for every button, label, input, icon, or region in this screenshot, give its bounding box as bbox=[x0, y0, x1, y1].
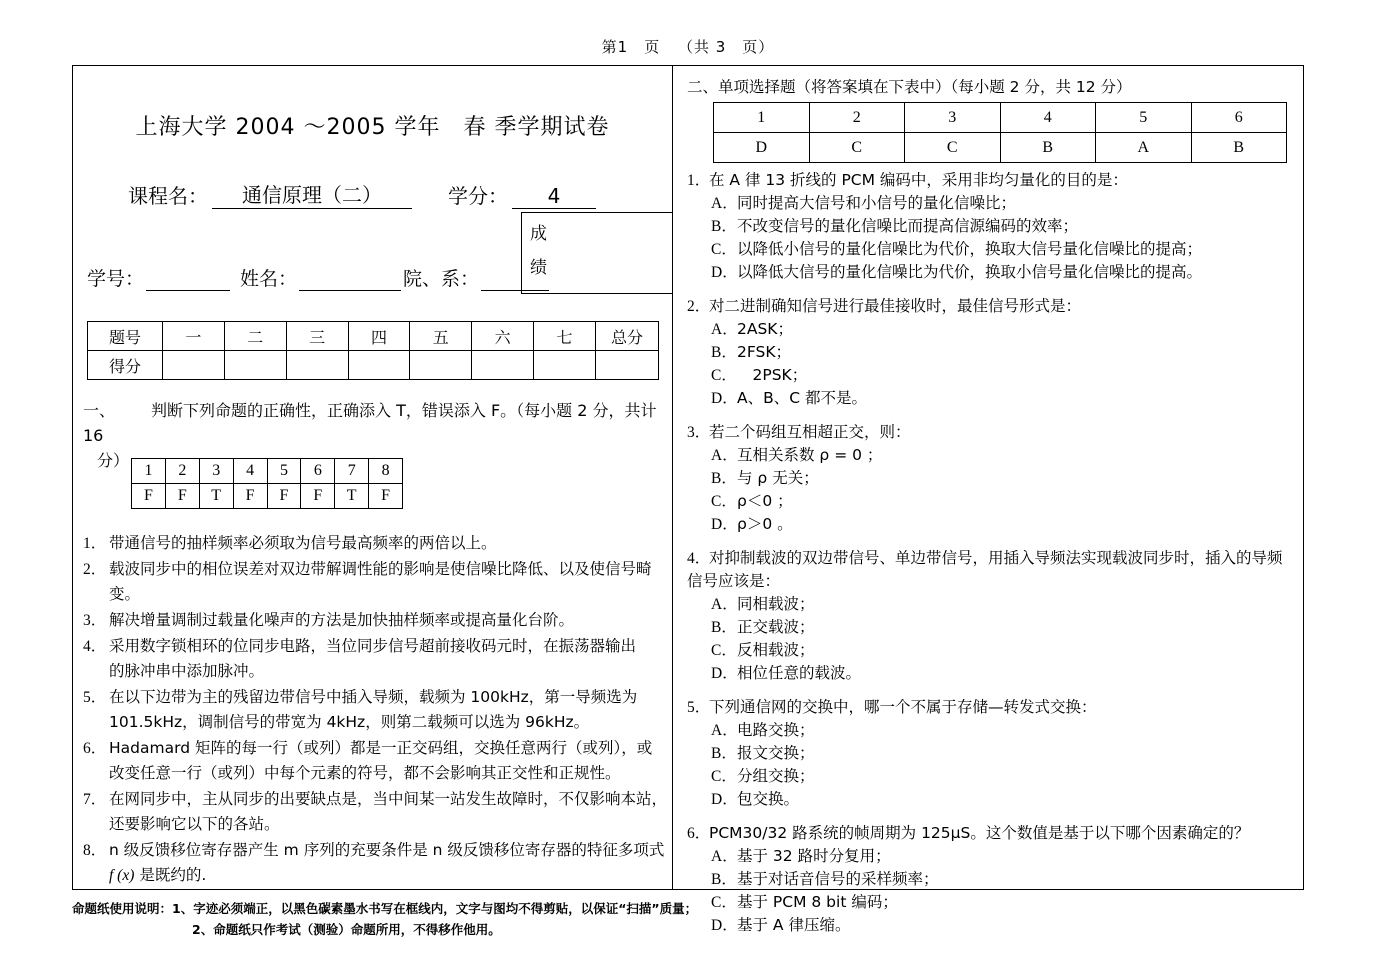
tf-num-8: 8 bbox=[369, 459, 403, 484]
tf-item-number: 4． bbox=[83, 638, 107, 655]
course-info-row bbox=[73, 179, 672, 209]
section-one-text: 判断下列命题的正确性，正确添入 T，错误添入 F。（每小题 2 分，共计 16 bbox=[83, 401, 657, 445]
question-text: 若二个码组互相超正交，则： bbox=[709, 423, 911, 441]
list-item bbox=[83, 634, 668, 684]
mc-answer-3[interactable]: C bbox=[905, 133, 1001, 163]
option-text: 以降低小信号的量化信噪比为代价，换取大信号量化信噪比的提高； bbox=[737, 240, 1203, 258]
mc-num-3: 3 bbox=[905, 103, 1001, 133]
option-label: A． bbox=[711, 722, 738, 739]
question-stem bbox=[687, 169, 1291, 192]
question-option[interactable] bbox=[687, 765, 1291, 788]
question-stem bbox=[687, 547, 1291, 570]
tf-item-formula-line bbox=[109, 863, 668, 888]
mc-num-4: 4 bbox=[1000, 103, 1096, 133]
tf-item-line: 采用数字锁相环的位同步电路，当位同步信号超前接收码元时，在振荡器输出 bbox=[109, 637, 637, 655]
tf-num-1: 1 bbox=[132, 459, 166, 484]
score-box-char-2: 绩 bbox=[530, 258, 547, 278]
score-table-col-6: 六 bbox=[472, 322, 534, 351]
question-block bbox=[687, 295, 1291, 410]
option-label: C． bbox=[711, 768, 737, 785]
tf-item-line-cont: 改变任意一行（或列）中每个元素的符号，都不会影响其正交性和正规性。 bbox=[109, 764, 621, 782]
tf-answer-7[interactable]: T bbox=[335, 484, 369, 509]
question-option[interactable] bbox=[687, 364, 1291, 387]
question-number: 4． bbox=[687, 550, 711, 567]
mc-answer-5[interactable]: A bbox=[1096, 133, 1192, 163]
tf-item-line-cont: 还要影响它以下的各站。 bbox=[109, 815, 280, 833]
dept-label: 院、系： bbox=[403, 268, 480, 290]
table-row-header bbox=[88, 322, 659, 351]
tf-item-text bbox=[109, 685, 668, 735]
tf-item-line: 在网同步中，主从同步的出要缺点是，当中间某一站发生故障时，不仅影响本站， bbox=[109, 790, 668, 808]
question-number: 5． bbox=[687, 699, 711, 716]
option-text: 电路交换； bbox=[737, 721, 815, 739]
option-label: C． bbox=[711, 642, 737, 659]
tf-num-6: 6 bbox=[301, 459, 335, 484]
name-field[interactable] bbox=[299, 290, 401, 291]
question-option[interactable] bbox=[687, 788, 1291, 811]
name-label: 姓名： bbox=[240, 268, 298, 290]
option-label: D． bbox=[711, 665, 738, 682]
question-option[interactable] bbox=[687, 387, 1291, 410]
question-option[interactable] bbox=[687, 467, 1291, 490]
question-block bbox=[687, 696, 1291, 811]
question-option[interactable] bbox=[687, 261, 1291, 284]
question-text: 对二进制确知信号进行最佳接收时，最佳信号形式是： bbox=[709, 297, 1082, 315]
option-text: 分组交换； bbox=[737, 767, 815, 785]
option-label: B． bbox=[711, 871, 737, 888]
question-option[interactable] bbox=[687, 513, 1291, 536]
tf-num-2: 2 bbox=[165, 459, 199, 484]
tf-item-text bbox=[109, 531, 668, 556]
tf-item-line: 在以下边带为主的残留边带信号中插入导频，载频为 100kHz，第一导频选为 bbox=[109, 688, 638, 706]
option-label: B． bbox=[711, 745, 737, 762]
tf-item-line-cont: 变。 bbox=[109, 585, 141, 603]
mc-answer-6[interactable]: B bbox=[1191, 133, 1287, 163]
score-cell-4[interactable] bbox=[348, 351, 410, 380]
table-row bbox=[132, 484, 403, 509]
page-number-label: 第1 页 bbox=[601, 38, 661, 56]
option-text: ρ＞0 。 bbox=[737, 515, 793, 533]
option-text: 以降低大信号的量化信噪比为代价，换取小信号量化信噪比的提高。 bbox=[737, 263, 1203, 281]
option-text: ρ＜0 ； bbox=[737, 492, 793, 510]
tf-item-text bbox=[109, 736, 668, 786]
tf-num-3: 3 bbox=[199, 459, 233, 484]
tf-item-line: Hadamard 矩阵的每一行（或列）都是一正交码组，交换任意两行（或列），或 bbox=[109, 739, 653, 757]
question-text: 对抑制载波的双边带信号、单边带信号，用插入导频法实现载波同步时，插入的导频 bbox=[709, 549, 1283, 567]
tf-item-text bbox=[109, 787, 668, 837]
question-block bbox=[687, 169, 1291, 284]
option-label: D． bbox=[711, 264, 738, 281]
table-row bbox=[714, 133, 1287, 163]
option-label: D． bbox=[711, 390, 738, 407]
mc-num-2: 2 bbox=[809, 103, 905, 133]
score-table-row-label-1: 题号 bbox=[88, 322, 163, 351]
question-number: 3． bbox=[687, 424, 711, 441]
option-text: 基于对话音信号的采样频率； bbox=[737, 870, 939, 888]
section-two-heading: 二、单项选择题（将答案填在下表中）（每小题 2 分，共 12 分） bbox=[687, 78, 1132, 96]
question-stem bbox=[687, 822, 1291, 845]
question-number: 2． bbox=[687, 298, 711, 315]
option-label: A． bbox=[711, 195, 738, 212]
score-cell-3[interactable] bbox=[286, 351, 348, 380]
question-option[interactable] bbox=[687, 662, 1291, 685]
tf-answer-3[interactable]: T bbox=[199, 484, 233, 509]
table-row-header bbox=[132, 459, 403, 484]
tf-item-number: 8． bbox=[83, 842, 107, 859]
course-label: 课程名： bbox=[128, 184, 208, 208]
score-table-total-header: 总分 bbox=[596, 322, 659, 351]
question-option[interactable] bbox=[687, 742, 1291, 765]
true-false-answer-table bbox=[131, 458, 403, 509]
footer-line-1: 命题纸使用说明：1、字迹必须端正，以黑色碳素墨水书写在框线内，文字与图均不得剪贴，以保证“扫描”质量； bbox=[72, 901, 698, 916]
score-table-row-label-2: 得分 bbox=[88, 351, 163, 380]
tf-item-line: n 级反馈移位寄存器产生 m 序列的充要条件是 n 级反馈移位寄存器的特征多项式 bbox=[109, 841, 665, 859]
question-block bbox=[687, 421, 1291, 536]
page-total-label: （共 3 页） bbox=[678, 38, 775, 56]
score-cell-6[interactable] bbox=[472, 351, 534, 380]
tf-item-number: 5． bbox=[83, 689, 107, 706]
score-table-col-7: 七 bbox=[534, 322, 596, 351]
true-false-statement-list bbox=[83, 531, 668, 889]
table-row bbox=[88, 351, 659, 380]
option-label: A． bbox=[711, 848, 738, 865]
score-table-col-5: 五 bbox=[410, 322, 472, 351]
score-cell-total[interactable] bbox=[596, 351, 659, 380]
question-option[interactable] bbox=[687, 192, 1291, 215]
tf-num-7: 7 bbox=[335, 459, 369, 484]
tf-item-text bbox=[109, 838, 668, 888]
mc-answer-4[interactable]: B bbox=[1000, 133, 1096, 163]
option-text: 包交换。 bbox=[737, 790, 800, 808]
option-label: B． bbox=[711, 344, 737, 361]
section-one-number: 一、 bbox=[83, 401, 116, 420]
score-table-col-2: 二 bbox=[224, 322, 286, 351]
tf-item-text bbox=[109, 634, 668, 684]
tf-item-line: 带通信号的抽样频率必须取为信号最高频率的两倍以上。 bbox=[109, 534, 497, 552]
score-box-char-1: 成 bbox=[530, 224, 547, 244]
option-text: A、B、C 都不是。 bbox=[737, 389, 867, 407]
list-item bbox=[83, 787, 668, 837]
tf-answer-4[interactable]: F bbox=[233, 484, 267, 509]
question-option[interactable] bbox=[687, 593, 1291, 616]
question-stem bbox=[687, 421, 1291, 444]
tf-item-number: 2． bbox=[83, 561, 107, 578]
option-text: 互相关系数 ρ = 0 ； bbox=[737, 446, 883, 464]
tf-item-line: 解决增量调制过载量化噪声的方法是加快抽样频率或提高量化台阶。 bbox=[109, 611, 575, 629]
tf-answer-5[interactable]: F bbox=[267, 484, 301, 509]
left-column bbox=[73, 66, 673, 889]
tf-item-line-cont: 的脉冲串中添加脉冲。 bbox=[109, 662, 265, 680]
question-option[interactable] bbox=[687, 845, 1291, 868]
student-id-label: 学号： bbox=[87, 268, 145, 290]
question-option[interactable] bbox=[687, 318, 1291, 341]
question-option[interactable] bbox=[687, 215, 1291, 238]
list-item bbox=[83, 685, 668, 735]
score-table-col-3: 三 bbox=[286, 322, 348, 351]
tf-answer-6[interactable]: F bbox=[301, 484, 335, 509]
multiple-choice-answer-table bbox=[713, 102, 1287, 163]
option-label: C． bbox=[711, 894, 737, 911]
question-option[interactable] bbox=[687, 639, 1291, 662]
option-label: D． bbox=[711, 917, 738, 934]
tf-item-text bbox=[109, 608, 668, 633]
tf-item-text bbox=[109, 557, 668, 607]
question-option[interactable] bbox=[687, 490, 1291, 513]
option-text: 2ASK； bbox=[737, 320, 793, 338]
option-label: C． bbox=[711, 493, 737, 510]
option-text: 与 ρ 无关； bbox=[737, 469, 819, 487]
credit-label: 学分： bbox=[448, 184, 508, 208]
tf-num-5: 5 bbox=[267, 459, 301, 484]
list-item bbox=[83, 838, 668, 888]
question-stem bbox=[687, 295, 1291, 318]
footer-notes bbox=[72, 898, 1312, 940]
option-label: D． bbox=[711, 516, 738, 533]
question-number: 1． bbox=[687, 172, 711, 189]
question-option[interactable] bbox=[687, 341, 1291, 364]
score-cell-5[interactable] bbox=[410, 351, 472, 380]
option-label: A． bbox=[711, 321, 738, 338]
option-label: B． bbox=[711, 619, 737, 636]
mc-num-6: 6 bbox=[1191, 103, 1287, 133]
dept-field[interactable] bbox=[481, 290, 549, 291]
option-label: C． bbox=[711, 367, 737, 384]
question-text-cont: 信号应该是： bbox=[687, 572, 781, 590]
tf-item-formula-suffix: 是既约的. bbox=[134, 866, 207, 884]
tf-answer-8[interactable]: F bbox=[369, 484, 403, 509]
question-option[interactable] bbox=[687, 868, 1291, 891]
list-item bbox=[83, 531, 668, 556]
option-label: D． bbox=[711, 791, 738, 808]
tf-item-number: 1． bbox=[83, 535, 107, 552]
option-text: 同时提高大信号和小信号的量化信噪比； bbox=[737, 194, 1017, 212]
multiple-choice-question-list bbox=[687, 169, 1291, 937]
option-label: C． bbox=[711, 241, 737, 258]
option-text: 报文交换； bbox=[737, 744, 815, 762]
option-text: 相位任意的载波。 bbox=[737, 664, 862, 682]
score-table-col-4: 四 bbox=[348, 322, 410, 351]
credit-value: 4 bbox=[512, 184, 596, 209]
question-stem bbox=[687, 696, 1291, 719]
question-number: 6． bbox=[687, 825, 711, 842]
tf-answer-1[interactable]: F bbox=[132, 484, 166, 509]
tf-item-number: 3． bbox=[83, 612, 107, 629]
exam-title: 上海大学 2004 ～2005 学年 春 季学期试卷 bbox=[135, 115, 610, 140]
mc-answer-1[interactable]: D bbox=[714, 133, 810, 163]
mc-answer-2[interactable]: C bbox=[809, 133, 905, 163]
score-summary-table bbox=[87, 321, 659, 380]
list-item bbox=[83, 736, 668, 786]
question-text: 在 A 律 13 折线的 PCM 编码中，采用非均匀量化的目的是： bbox=[709, 171, 1128, 189]
question-option[interactable] bbox=[687, 238, 1291, 261]
question-block bbox=[687, 547, 1291, 685]
option-text: 基于 32 路时分复用； bbox=[737, 847, 891, 865]
list-item bbox=[83, 557, 668, 607]
mc-num-1: 1 bbox=[714, 103, 810, 133]
right-column bbox=[673, 66, 1303, 934]
tf-item-line-cont: 101.5kHz，调制信号的带宽为 4kHz，则第二载频可以选为 96kHz。 bbox=[109, 713, 590, 731]
identity-row bbox=[87, 264, 549, 291]
question-text: 下列通信网的交换中，哪一个不属于存储—转发式交换： bbox=[709, 698, 1097, 716]
score-cell-1[interactable] bbox=[163, 351, 225, 380]
tf-item-number: 7． bbox=[83, 791, 107, 808]
option-label: B． bbox=[711, 218, 737, 235]
footer-line-2: 2、命题纸只作考试（测验）命题所用，不得移作他用。 bbox=[192, 922, 501, 937]
mc-num-5: 5 bbox=[1096, 103, 1192, 133]
option-text: 反相载波； bbox=[737, 641, 815, 659]
option-label: A． bbox=[711, 447, 738, 464]
tf-item-line: 载波同步中的相位误差对双边带解调性能的影响是使信噪比降低、以及使信号畸 bbox=[109, 560, 652, 578]
question-option[interactable] bbox=[687, 719, 1291, 742]
option-label: A． bbox=[711, 596, 738, 613]
question-option[interactable] bbox=[687, 444, 1291, 467]
score-cell-7[interactable] bbox=[534, 351, 596, 380]
page-header bbox=[0, 36, 1376, 57]
option-text: 正交载波； bbox=[737, 618, 815, 636]
option-text: 2PSK； bbox=[737, 366, 808, 384]
option-text: 同相载波； bbox=[737, 595, 815, 613]
tf-num-4: 4 bbox=[233, 459, 267, 484]
course-value: 通信原理（二） bbox=[212, 179, 412, 209]
student-id-field[interactable] bbox=[146, 290, 230, 291]
list-item bbox=[83, 608, 668, 633]
tf-item-number: 6． bbox=[83, 740, 107, 757]
table-row-header bbox=[714, 103, 1287, 133]
score-cell-2[interactable] bbox=[224, 351, 286, 380]
score-table-col-1: 一 bbox=[163, 322, 225, 351]
section-one-text-cont: 分） bbox=[97, 451, 130, 470]
option-text: 不改变信号的量化信噪比而提高信源编码的效率； bbox=[737, 217, 1079, 235]
tf-item-formula: f (x) bbox=[109, 867, 135, 884]
option-label: B． bbox=[711, 470, 737, 487]
option-text: 基于 A 律压缩。 bbox=[737, 916, 851, 934]
question-option[interactable] bbox=[687, 616, 1291, 639]
option-text: 2FSK； bbox=[737, 343, 792, 361]
tf-answer-2[interactable]: F bbox=[165, 484, 199, 509]
question-text: PCM30/32 路系统的帧周期为 125μS。这个数值是基于以下哪个因素确定的？ bbox=[709, 824, 1250, 842]
option-text: 基于 PCM 8 bit 编码； bbox=[737, 893, 898, 911]
